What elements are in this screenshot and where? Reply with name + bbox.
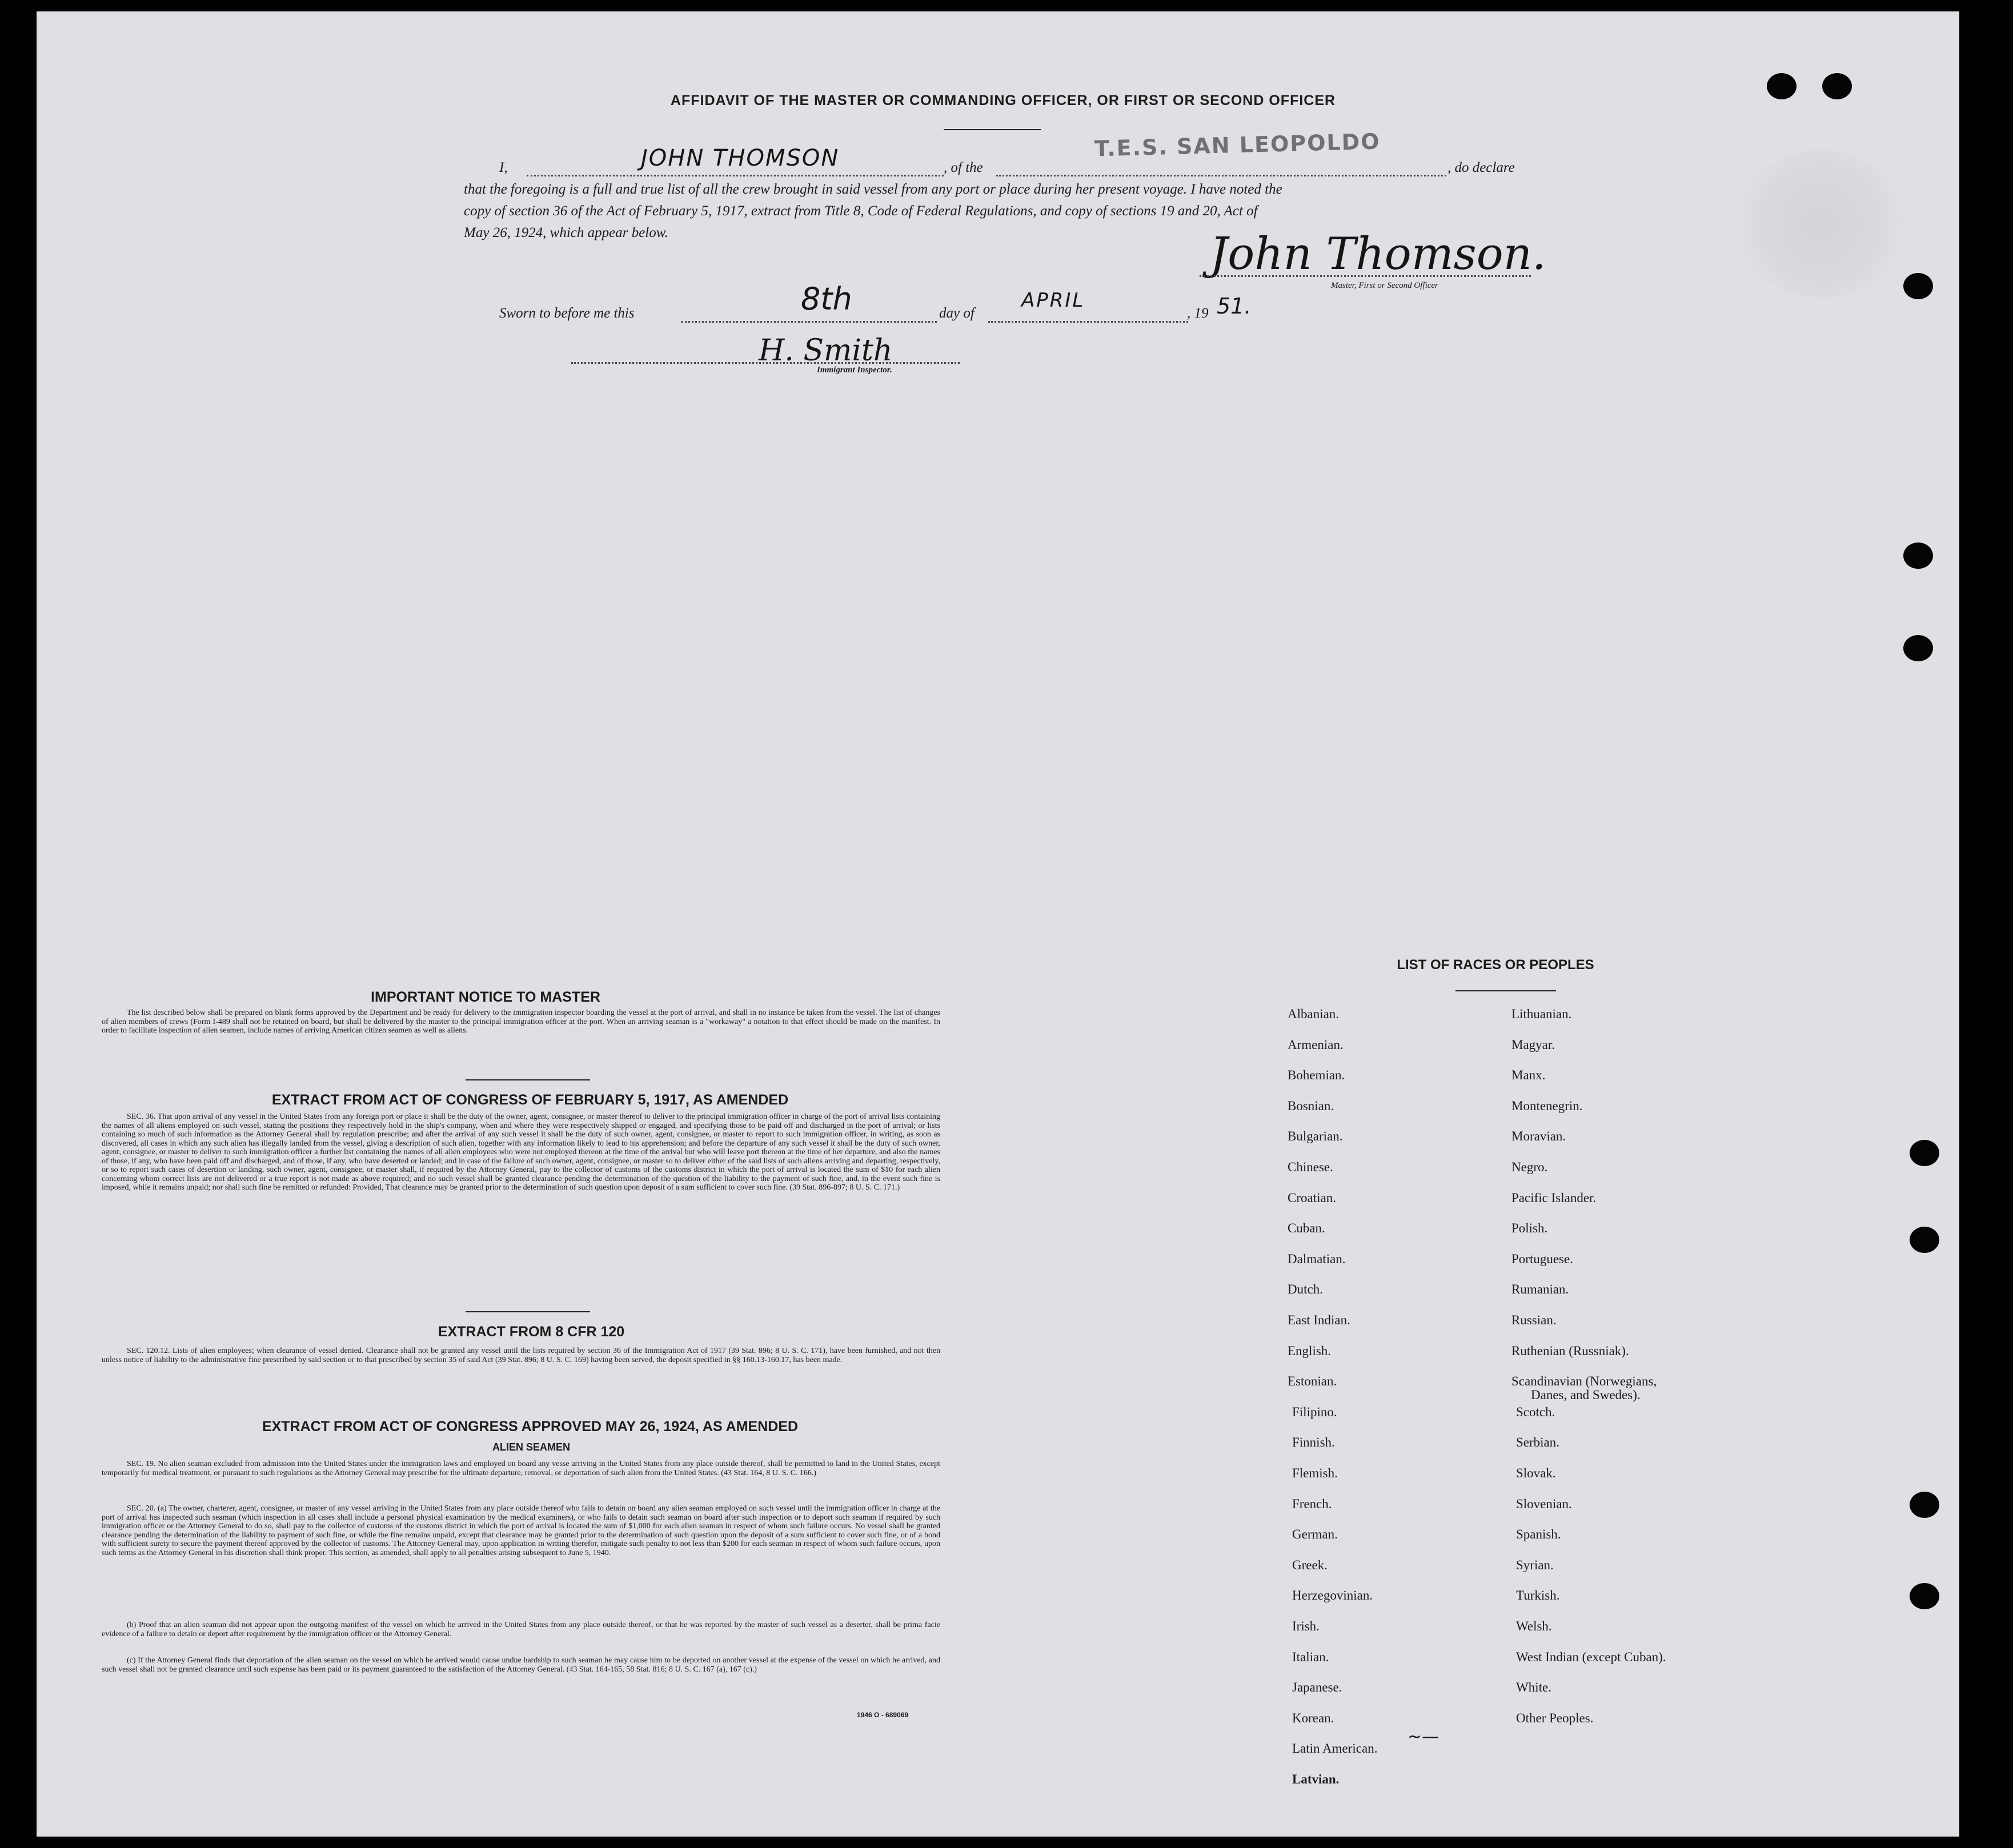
vessel-stamp: T.E.S. SAN LEOPOLDO [1094,128,1381,162]
race-item: Montenegrin. [1511,1098,1583,1113]
year-prefix: , 19 [1187,306,1209,321]
punch-hole-4 [1903,543,1933,569]
race-item: German. [1292,1527,1338,1542]
race-item: Ruthenian (Russniak). [1511,1343,1629,1358]
race-item: Herzegovinian. [1292,1588,1373,1603]
inspector-signature-line [571,362,960,364]
race-item: Polish. [1511,1221,1548,1236]
race-item: English. [1288,1343,1332,1358]
sworn-month: APRIL [1021,289,1085,312]
sworn-prefix: Sworn to before me this [499,306,635,321]
race-item: Irish. [1292,1619,1320,1633]
extract-1917-title: EXTRACT FROM ACT OF CONGRESS OF FEBRUARY 5, 1917, AS AMENDED [271,1092,789,1108]
punch-hole-7 [1910,1227,1939,1253]
race-item: Lithuanian. [1511,1007,1572,1021]
extract-1924-title: EXTRACT FROM ACT OF CONGRESS APPROVED MAY 26, 1924, AS AMENDED [262,1419,799,1435]
race-item: Bulgarian. [1288,1129,1343,1144]
race-item: Japanese. [1292,1680,1342,1695]
extract-1924-sec20c: (c) If the Attorney General finds that deportation of the alien seaman on the vessel on which he arrived would cause undue hardship to such seaman he may cause him to be deported on another vessel at the expense of the vessel on which he arrived, and such vessel shall not be granted clearance until such expense has been paid or its payment guaranteed to the satisfaction of the Attorney General. (43 Stat. 164-165, 58 Stat. 816; 8 U. S. C. 167 (a), 167 (c).) [102,1656,940,1674]
race-item: East Indian. [1288,1313,1350,1327]
extract-1924-sec20b: (b) Proof that an alien seaman did not appear upon the outgoing manifest of the vessel on which he arrived in the United States from any place outside thereof, or that he was reported by the master of such vessel as a deserter, shall be prima facie evidence of a failure to detain or deport after requirement by the immigration officer or the Attorney General. [102,1621,940,1638]
race-item: Slovenian. [1516,1496,1572,1511]
race-item: Danes, and Swedes). [1531,1388,1641,1403]
race-item: Other Peoples. [1516,1710,1594,1725]
other-peoples-dash: ~— [1408,1727,1439,1747]
race-item: Slovak. [1516,1466,1556,1480]
race-item: Bohemian. [1288,1068,1345,1083]
master-signature-line [1200,275,1531,277]
extract-cfr-title: EXTRACT FROM 8 CFR 120 [438,1324,625,1340]
punch-hole-2 [1822,73,1852,99]
race-item: Scotch. [1516,1404,1555,1419]
title-underline [944,129,1041,130]
punch-hole-6 [1910,1140,1939,1166]
race-item: Portuguese. [1511,1251,1573,1266]
master-signature-caption: Master, First or Second Officer [1331,281,1438,290]
race-item: Welsh. [1516,1619,1552,1633]
master-name-line [527,175,944,176]
sworn-day: 8th [801,281,852,317]
races-title-underline [1455,990,1556,991]
extract-cfr-body: SEC. 120.12. Lists of alien employees; when clearance of vessel denied. Clearance shall not be granted any vessel until the lists required by section 36 of the Immigration Act of 1917 (39 Stat. 896; 8 U. S. C. 171), have been furnished, and not then unless notice of liability to the administrative fine prescribed by said section or to that prescribed by section 35 of said Act (39 Stat. 896; 8 U. S. C. 169) having been served, the deposit specified in §§ 160.13-160.17, has been made. [102,1347,940,1364]
race-item: Negro. [1511,1160,1548,1174]
race-item: White. [1516,1680,1551,1695]
master-name: JOHN THOMSON [641,145,840,171]
race-item: Filipino. [1292,1404,1337,1419]
race-item: Cuban. [1288,1221,1325,1236]
sworn-month-line [988,321,1188,323]
race-item: Flemish. [1292,1466,1338,1480]
race-item: Moravian. [1511,1129,1566,1144]
race-item: Serbian. [1516,1435,1560,1450]
race-item: Spanish. [1516,1527,1561,1542]
extract-1917-divider [466,1311,590,1312]
race-item: Estonian. [1288,1374,1337,1389]
extract-1924-subtitle: ALIEN SEAMEN [492,1441,570,1453]
affidavit-title: AFFIDAVIT OF THE MASTER OR COMMANDING OFFICER, OR FIRST OR SECOND OFFICER [670,93,1336,109]
race-item: Rumanian. [1511,1282,1569,1297]
race-item: Armenian. [1288,1037,1344,1052]
print-code: 1946 O - 689069 [857,1711,909,1719]
notice-body: The list described below shall be prepared on blank forms approved by the Department and be ready for delivery to the immigration inspector boarding the vessel at the port of arrival, and shall in no instance be taken from the vessel. The list of changes of alien members of crews (Form I-489 shall not be retained on board, but shall be delivered by the master to the principal immigration officer at the port. When an arriving seaman is a "workaway" a notation to that effect should be made on the manifest. In order to facilitate inspection of alien seamen, include names of arriving American citizen seamen as well as aliens. [102,1009,940,1035]
race-item: Italian. [1292,1649,1329,1664]
master-signature: John Thomson. [1210,228,1546,280]
race-item: Latvian. [1292,1772,1340,1786]
punch-hole-3 [1903,273,1933,299]
race-item: Dalmatian. [1288,1251,1346,1266]
race-item: Manx. [1511,1068,1546,1083]
sworn-day-line [681,321,937,323]
vessel-name-line [996,175,1446,176]
inspector-signature: H. Smith [759,334,893,368]
affidavit-line3: copy of section 36 of the Act of February 5, 1917, extract from Title 8, Code of Federal Regulations, and copy of sections 19 and 20, Act of [464,203,1258,219]
punch-hole-5 [1903,635,1933,661]
race-item: Turkish. [1516,1588,1560,1603]
affidavit-line1-suffix: , do declare [1447,160,1515,175]
race-item: Bosnian. [1288,1098,1334,1113]
race-item: Albanian. [1288,1007,1340,1021]
race-item: Pacific Islander. [1511,1190,1597,1205]
affidavit-line1-mid: , of the [944,160,983,175]
affidavit-line4: May 26, 1924, which appear below. [464,225,668,240]
race-item: Russian. [1511,1313,1557,1327]
punch-hole-8 [1910,1492,1939,1518]
race-item: Syrian. [1516,1557,1554,1572]
embossed-seal [1735,150,1907,298]
race-item: French. [1292,1496,1332,1511]
race-item: West Indian (except Cuban). [1516,1649,1666,1664]
day-of: day of [939,306,975,321]
punch-hole-9 [1910,1583,1939,1609]
race-item: Finnish. [1292,1435,1335,1450]
notice-title: IMPORTANT NOTICE TO MASTER [371,989,600,1005]
race-item: Latin American. [1292,1741,1378,1756]
extract-1924-sec20a: SEC. 20. (a) The owner, charterer, agent, consignee, or master of any vessel arriving in the United States from any place outside thereof who fails to detain on board any alien seaman employed on such vessel until the immigration officer in charge at the port of arrival has inspected such seaman (which inspection in all cases shall include a personal physical examination by the medical examiners), or who fails to detain such seaman on board after such inspection or to deport such seaman if required by such immigration officer or the Attorney General to do so, shall pay to the collector of customs of the customs district in which the port of arrival is located the sum of $1,000 for each alien seaman in respect of whom such failure occurs. No vessel shall be granted clearance pending the determination of the liability to payment of such fine, or while the fine remains unpaid, except that clearance may be granted prior to the determination of such question upon the deposit of a sum sufficient to cover such fine, or of a bond with sufficient surety to secure the payment thereof approved by the collector of customs. The Attorney General may, upon application in writing therefor, mitigate such penalty to not less than $200 for each seaman in respect of whom such failure occurs, upon such terms as the Attorney General in his discretion shall think proper. This section, as amended, shall apply to all penalties arising subsequent to June 5, 1940. [102,1504,940,1557]
race-item: Dutch. [1288,1282,1323,1297]
punch-hole-1 [1767,73,1797,99]
extract-1924-sec19: SEC. 19. No alien seaman excluded from admission into the United States under the immigration laws and employed on board any vesse arriving in the United States from any place outside thereof, shall be permitted to land in the United States, except temporarily for medical treatment, or pursuant to such regulations as the Attorney General may prescribe for the ultimate departure, removal, or deportation of such alien from the United States. (43 Stat. 164, 8 U. S. C. 166.) [102,1460,940,1477]
race-item: Korean. [1292,1710,1334,1725]
sworn-year: 51. [1217,294,1252,319]
races-title: LIST OF RACES OR PEOPLES [1397,957,1594,973]
race-item: Scandinavian (Norwegians, [1511,1374,1657,1389]
extract-1917-body: SEC. 36. That upon arrival of any vessel in the United States from any foreign port or place it shall be the duty of the owner, agent, consignee, or master thereof to deliver to the principal immigration officer in charge of the port of arrival lists containing the names of all aliens employed on such vessel, stating the positions they respectively hold in the ship's company, when and where they were respectively shipped or engaged, and specifying those to be paid off and discharged in the port of arrival; or lists containing so much of such information as the Attorney General shall by regulation prescribe; and after the arrival of any such vessel it shall be the duty of such owner, agent, consignee, or master to report to such immigration officer, in writing, as soon as discovered, all cases in which any such alien has illegally landed from the vessel, giving a description of such alien, together with any information likely to lead to his apprehension; and before the departure of any such vessel it shall be the duty of such owner, agent, consignee, or master to deliver to such immigration officer a further list containing the names of all alien employees who were not employed thereon at the time of the arrival but who will leave port thereon at the time of her departure, and also the names of those, if any, who have been paid off and discharged, and of those, if any, who have deserted or landed; and in case of the failure of such owner, agent, consignee, or master so to deliver either of the said lists of such aliens arriving and departing, respectively, or so to report such cases of desertion or landing, such owner, agent, consignee, or master shall, if required by the Attorney General, pay to the collector of customs of the customs district in which the port of arrival is located the sum of $10 for each alien concerning whom correct lists are not delivered or a true report is not made as above required; and no such vessel shall be granted clearance pending the determination of the question of the liability to the payment of such fine, and, in the event such fine is imposed, while it remains unpaid; nor shall such fine be remitted or refunded: Provided, That clearance may be granted prior to the determination of such question upon deposit of a sum sufficient to cover such fine. (39 Stat. 896-897; 8 U. S. C. 171.) [102,1112,940,1192]
race-item: Chinese. [1288,1160,1333,1174]
race-item: Greek. [1292,1557,1328,1572]
affidavit-line1-prefix: I, [499,160,508,175]
affidavit-line2: that the foregoing is a full and true list of all the crew brought in said vessel from any port or place during her present voyage. I have noted the [464,182,1282,197]
race-item: Magyar. [1511,1037,1555,1052]
notice-divider [466,1079,590,1080]
document-page [37,11,1959,1837]
inspector-caption: Immigrant Inspector. [817,365,892,375]
race-item: Croatian. [1288,1190,1336,1205]
